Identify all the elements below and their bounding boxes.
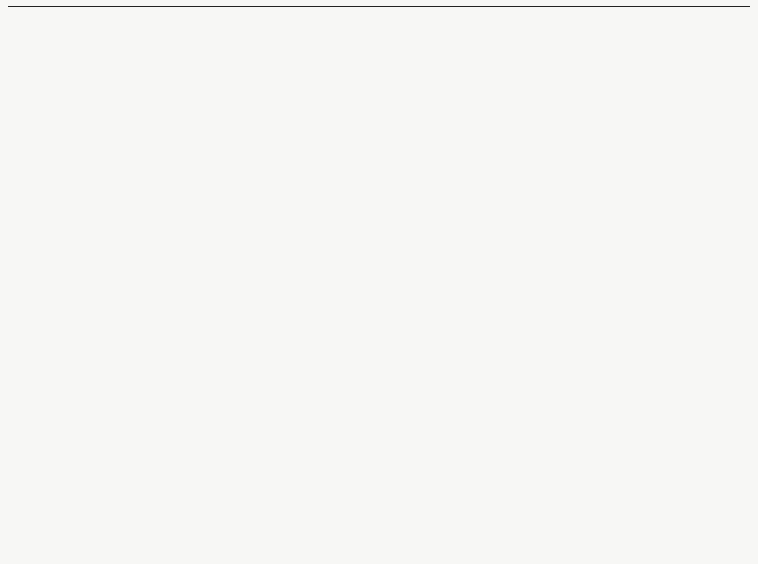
- stroke-order-table: [8, 7, 750, 548]
- body-row: [8, 7, 750, 548]
